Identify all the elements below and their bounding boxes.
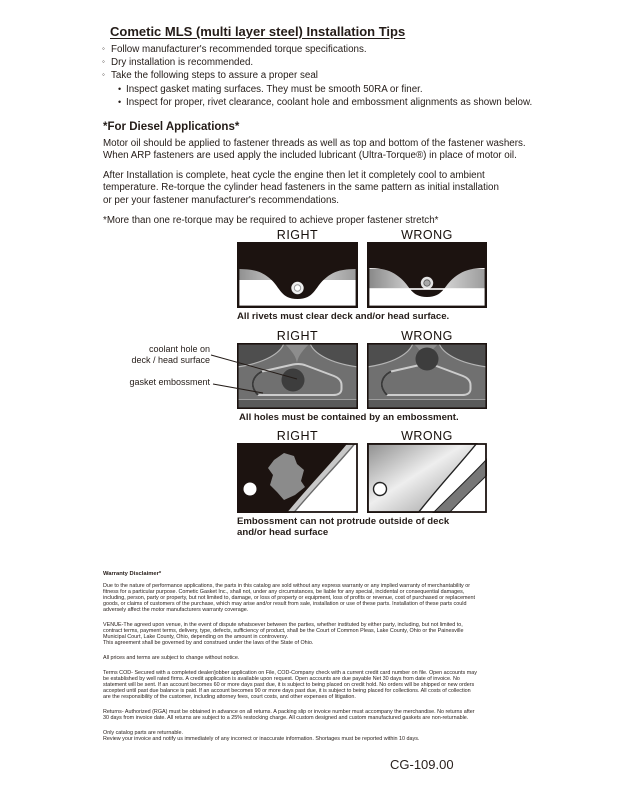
retorque-note: *More than one re-torque may be required to achieve proper fastener stretch*	[103, 214, 439, 226]
circle-bullet-icon: ◦	[102, 44, 105, 53]
diesel-section	[103, 121, 553, 234]
list-item	[102, 96, 542, 109]
diagram-label-wrong: WRONG	[401, 329, 453, 343]
disclaimer-paragraph: Returns- Authorized (RGA) must be obtained in advance on all returns. A packing slip or invoice number must accompany the merchandise. No returns after 30 days from invoice date. All returns are subject to a 25% restocking charge. All custom designed and custom manufactured gaskets are non-returnable.	[103, 709, 475, 721]
diagram-label-wrong: WRONG	[401, 429, 453, 443]
dot-bullet-icon: •	[118, 96, 122, 107]
diagram-label-right: RIGHT	[276, 329, 319, 343]
bullet-text: Take the following steps to assure a proper seal	[111, 70, 318, 82]
warranty-disclaimer	[103, 571, 573, 751]
embossment-wrong-diagram	[367, 343, 487, 409]
diesel-paragraph: After Installation is complete, heat cycle the engine then let it completely cool to ambient temperature. Re-torque the cylinder head fasteners in the same pattern as initial installation or per your fastener manufacturer's recommendations.	[103, 169, 499, 206]
bullet-text: Inspect gasket mating surfaces. They must be smooth 50RA or finer.	[126, 83, 423, 95]
disclaimer-title: Warranty Disclaimer*	[103, 571, 162, 577]
list-item	[102, 56, 542, 69]
bolt-hole-icon	[374, 483, 387, 496]
bullet-text: Follow manufacturer's recommended torque specifications.	[111, 44, 367, 55]
diagram-label-right: RIGHT	[276, 429, 319, 443]
diesel-heading: *For Diesel Applications*	[103, 121, 240, 133]
rivet-clearance-right-diagram	[237, 242, 358, 308]
row3-caption: Embossment can not protrude outside of deck and/or head surface	[237, 516, 450, 538]
circle-bullet-icon: ◦	[102, 70, 105, 80]
protrusion-wrong-diagram	[367, 443, 487, 513]
diagram-label-right: RIGHT	[276, 228, 319, 242]
bolt-hole-icon	[244, 483, 257, 496]
embossment-right-diagram	[237, 343, 358, 409]
coolant-hole-icon	[416, 348, 439, 371]
bullet-text: Dry installation is recommended.	[111, 57, 254, 69]
list-item	[102, 83, 542, 96]
row2-caption: All holes must be contained by an embossment.	[239, 412, 459, 423]
list-item	[102, 69, 542, 82]
disclaimer-paragraph: Only catalog parts are returnable. Review your invoice and notify us immediately of any incorrect or inaccurate information. Shortages must be reported within 10 days.	[103, 730, 420, 742]
page-title: Cometic MLS (multi layer steel) Installation Tips	[110, 24, 406, 39]
diesel-paragraph: Motor oil should be applied to fastener threads as well as top and bottom of the fastener washers. When ARP fasteners are used apply the included lubricant (Ultra-Torque®) in place of motor oil.	[103, 137, 526, 162]
dot-bullet-icon: •	[118, 83, 122, 94]
annotation-embossment-label: gasket embossment	[129, 377, 210, 387]
circle-bullet-icon: ◦	[102, 57, 105, 67]
disclaimer-paragraph: Terms COD- Secured with a completed dealer/jobber application on File, COD-Company check with a current credit card number on file. Open accounts may be established by well rated firms. A credit application is available upon request. Open accounts are due payable Net 30 days from date of invoice. No statement will be sent. If an account becomes 60 or more days past due, it is subject to being placed on credit hold. No orders will be shipped or new orders accepted until past due balance is paid. If an account becomes 90 or more days past due, it is subject to being placed for collections. All costs of collection are the responsibility of the customer, including attorney fees, court costs, and other expenses of litigation.	[103, 670, 477, 700]
disclaimer-paragraph: All prices and terms are subject to change without notice.	[103, 655, 240, 661]
list-item	[102, 43, 542, 56]
page-code: CG-109.00	[390, 757, 454, 772]
installation-tips-list	[102, 43, 542, 109]
coolant-hole-icon	[282, 369, 305, 392]
protrusion-right-diagram	[237, 443, 358, 513]
diagram-label-wrong: WRONG	[401, 228, 453, 242]
disclaimer-paragraph: VENUE-The agreed upon venue, in the event of dispute whatsoever between the parties, whether instituted by either party, including, but not limited to, contract terms, payment terms, delivery, type, defects, sufficiency of product, shall be the Court of Common Pleas, Lake County, Ohio or the Painesville Municipal Court, Lake County, Ohio, depending on the amount in controversy. This agreement shall be governed by and construed under the laws of the State of Ohio.	[103, 622, 464, 646]
bullet-text: Inspect for proper, rivet clearance, coolant hole and embossment alignments as shown below.	[126, 96, 533, 108]
disclaimer-paragraph: Due to the nature of performance applications, the parts in this catalog are sold without any express warranty or any implied warranty of merchantability or fitness for a particular purpose. Cometic Gasket Inc., shall not, under any circumstances, be liable for any special, incidental or consequential damages, including, person, party or property, but not limited to, damage, or loss of property or equipment, loss of profits or revenue, cost of purchased or replacement goods, or claims of customers of the purchase, which may arise and/or result from sale, installation or use of these parts. Installation of these parts could adversely affect the motor manufacturers warranty coverage.	[103, 583, 476, 613]
annotation-coolant-label: coolant hole on deck / head surface	[131, 344, 210, 365]
row1-caption: All rivets must clear deck and/or head surface.	[237, 311, 450, 322]
rivet-clearance-wrong-diagram	[367, 242, 487, 308]
